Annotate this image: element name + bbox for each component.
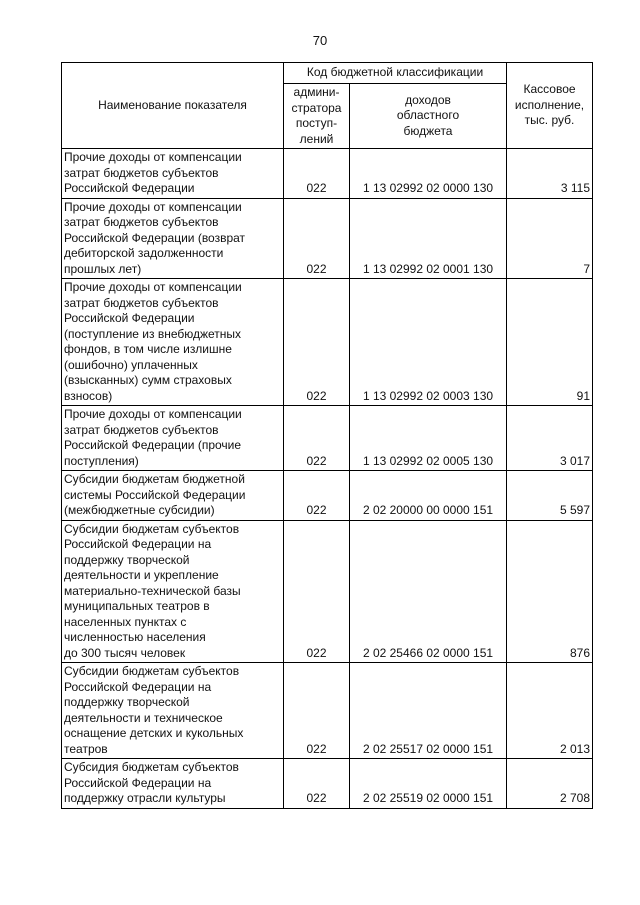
- row-admin-code: 022: [284, 406, 350, 471]
- header-name: [62, 63, 284, 149]
- row-income-code: 1 13 02992 02 0005 130: [350, 406, 507, 471]
- header-row-top: [62, 63, 593, 84]
- header-amount: [507, 63, 593, 149]
- row-income-code: 2 02 25466 02 0000 151: [350, 520, 507, 663]
- page-number: 70: [312, 33, 328, 48]
- table-row: [62, 520, 593, 663]
- header-income-label: доходов областного бюджета: [396, 92, 460, 138]
- row-admin-code: 022: [284, 471, 350, 521]
- header-name-label: Наименование показателя: [98, 97, 247, 112]
- table-row: [62, 198, 593, 279]
- row-amount: 2 708: [507, 759, 593, 809]
- header-admin-label: админи- стратора поступ- лений: [291, 85, 342, 146]
- header-amount-label: Кассовое исполнение, тыс. руб.: [514, 82, 585, 128]
- row-amount: 5 597: [507, 471, 593, 521]
- row-name: Прочие доходы от компенсации затрат бюджетов субъектов Российской Федерации (поступление из внебюджетных фондов, в том числе излишне (ошибочно) уплаченных (взысканных) сумм страховых взносов): [62, 279, 284, 406]
- row-income-code: 1 13 02992 02 0000 130: [350, 149, 507, 199]
- row-name: Субсидии бюджетам субъектов Российской Федерации на поддержку творческой деятельности и техническое оснащение детских и кукольных театров: [62, 663, 284, 759]
- table-row: [62, 759, 593, 809]
- row-name: Субсидии бюджетам субъектов Российской Федерации на поддержку творческой деятельности и укрепление материально-технической базы муниципальных театров в населенных пунктах с численностью населения до 300 тысяч человек: [62, 520, 284, 663]
- row-admin-code: 022: [284, 149, 350, 199]
- row-admin-code: 022: [284, 520, 350, 663]
- row-income-code: 2 02 25519 02 0000 151: [350, 759, 507, 809]
- row-name: Прочие доходы от компенсации затрат бюджетов субъектов Российской Федерации: [62, 149, 284, 199]
- table-row: [62, 471, 593, 521]
- row-amount: 876: [507, 520, 593, 663]
- header-admin: [284, 84, 350, 149]
- row-income-code: 2 02 20000 00 0000 151: [350, 471, 507, 521]
- row-amount: 91: [507, 279, 593, 406]
- header-code-group-label: Код бюджетной классификации: [306, 65, 484, 80]
- table-row: [62, 406, 593, 471]
- row-name: Прочие доходы от компенсации затрат бюджетов субъектов Российской Федерации (прочие поступления): [62, 406, 284, 471]
- row-amount: 3 115: [507, 149, 593, 199]
- row-income-code: 1 13 02992 02 0001 130: [350, 198, 507, 279]
- row-amount: 2 013: [507, 663, 593, 759]
- header-code-group: [284, 63, 507, 84]
- budget-table: [61, 62, 593, 809]
- row-admin-code: 022: [284, 279, 350, 406]
- row-name: Субсидия бюджетам субъектов Российской Федерации на поддержку отрасли культуры: [62, 759, 284, 809]
- table-row: [62, 279, 593, 406]
- row-admin-code: 022: [284, 663, 350, 759]
- table-row: [62, 149, 593, 199]
- header-income: [350, 84, 507, 149]
- table-row: [62, 663, 593, 759]
- row-admin-code: 022: [284, 759, 350, 809]
- row-name: Субсидии бюджетам бюджетной системы Российской Федерации (межбюджетные субсидии): [62, 471, 284, 521]
- row-name: Прочие доходы от компенсации затрат бюджетов субъектов Российской Федерации (возврат дебиторской задолженности прошлых лет): [62, 198, 284, 279]
- row-income-code: 2 02 25517 02 0000 151: [350, 663, 507, 759]
- row-amount: 7: [507, 198, 593, 279]
- row-admin-code: 022: [284, 198, 350, 279]
- row-amount: 3 017: [507, 406, 593, 471]
- row-income-code: 1 13 02992 02 0003 130: [350, 279, 507, 406]
